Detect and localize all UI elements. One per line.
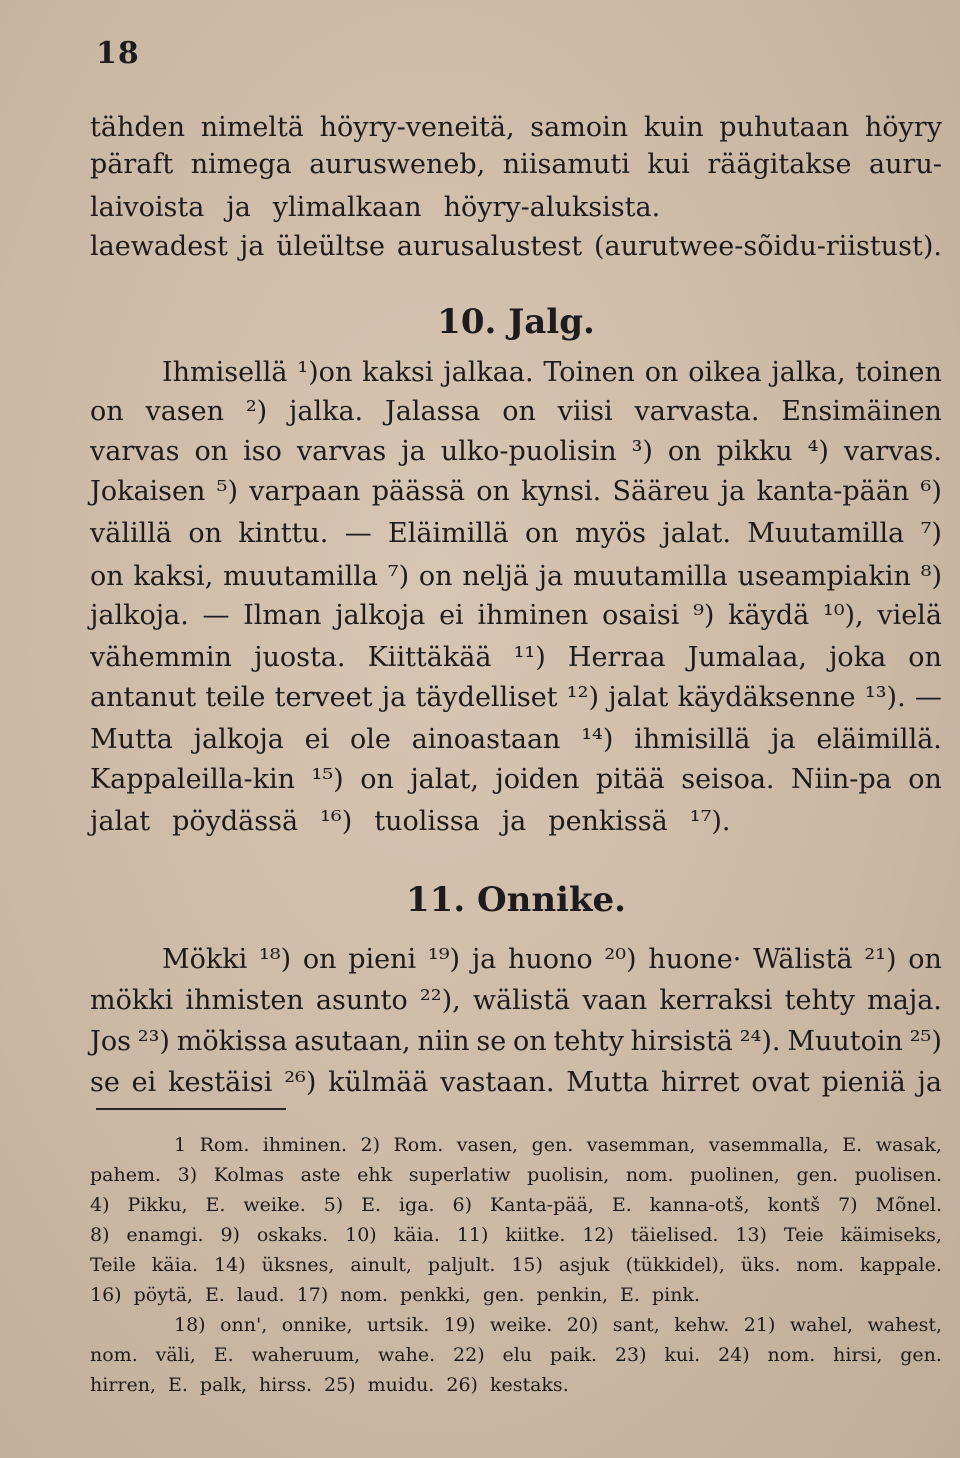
footnote-line: pahem. 3) Kolmas aste ehk superlatiw puolisin, nom. puolinen, gen. puolisen. — [90, 1164, 942, 1186]
text-line: Ihmisellä ¹)on kaksi jalkaa. Toinen on oikea jalka, toinen — [162, 357, 942, 388]
section-heading: 10. Jalg. — [437, 302, 595, 342]
text-line: tähden nimeltä höyry-veneitä, samoin kuin puhutaan höyry — [90, 112, 942, 143]
footnote-line: 1 Rom. ihminen. 2) Rom. vasen, gen. vasemman, vasemmalla, E. wasak, — [174, 1134, 942, 1156]
text-line: se ei kestäisi ²⁶) külmää vastaan. Mutta hirret ovat pieniä ja — [90, 1067, 942, 1098]
page-number: 18 — [96, 36, 140, 71]
text-line: on vasen ²) jalka. Jalassa on viisi varvasta. Ensimäinen — [90, 396, 942, 427]
text-line: vähemmin juosta. Kiittäkää ¹¹) Herraa Jumalaa, joka on — [90, 642, 942, 673]
text-line: jalat pöydässä ¹⁶) tuolissa ja penkissä ¹⁷). — [90, 806, 731, 837]
text-line: Jokaisen ⁵) varpaan päässä on kynsi. Sääreu ja kanta-pään ⁶) — [90, 476, 942, 507]
text-line: varvas on iso varvas ja ulko-puolisin ³) on pikku ⁴) varvas. — [90, 436, 942, 467]
text-line: Kappaleilla-kin ¹⁵) on jalat, joiden pitää seisoa. Niin-pa on — [90, 764, 942, 795]
footnote-line: 8) enamgi. 9) oskaks. 10) käia. 11) kiitke. 12) täielised. 13) Teie käimiseks, — [90, 1224, 942, 1246]
text-line: laivoista ja ylimalkaan höyry-aluksista. — [90, 192, 661, 223]
section-heading: 11. Onnike. — [406, 880, 626, 920]
footnote-line: hirren, E. palk, hirss. 25) muidu. 26) kestaks. — [90, 1374, 569, 1396]
footnote-line: Teile käia. 14) üksnes, ainult, paljult. 15) asjuk (tükkidel), üks. nom. kappale. — [90, 1254, 942, 1276]
footnote-line: 16) pöytä, E. laud. 17) nom. penkki, gen. penkin, E. pink. — [90, 1284, 700, 1306]
text-line: laewadest ja üleültse aurusalustest (aurutwee-sõidu-riistust). — [90, 231, 942, 262]
footnote-line: nom. väli, E. waheruum, wahe. 22) elu paik. 23) kui. 24) nom. hirsi, gen. — [90, 1344, 942, 1366]
text-line: mökki ihmisten asunto ²²), wälistä vaan kerraksi tehty maja. — [90, 985, 942, 1016]
footnote-divider — [96, 1108, 286, 1110]
text-line: Mökki ¹⁸) on pieni ¹⁹) ja huono ²⁰) huone· Wälistä ²¹) on — [162, 944, 942, 975]
text-line: Mutta jalkoja ei ole ainoastaan ¹⁴) ihmisillä ja eläimillä. — [90, 724, 942, 755]
text-line: välillä on kinttu. — Eläimillä on myös jalat. Muutamilla ⁷) — [90, 518, 942, 549]
text-line: Jos ²³) mökissa asutaan, niin se on tehty hirsistä ²⁴). Muutoin ²⁵) — [90, 1026, 942, 1057]
footnote-line: 18) onn', onnike, urtsik. 19) weike. 20) sant, kehw. 21) wahel, wahest, — [174, 1314, 942, 1336]
text-line: päraft nimega aurusweneb, niisamuti kui räägitakse auru- — [90, 149, 942, 180]
text-line: jalkoja. — Ilman jalkoja ei ihminen osaisi ⁹) käydä ¹⁰), vielä — [90, 600, 942, 631]
footnote-line: 4) Pikku, E. weike. 5) E. iga. 6) Kanta-pää, E. kanna-otš, kontš 7) Mõnel. — [90, 1194, 942, 1216]
text-line: antanut teile terveet ja täydelliset ¹²) jalat käydäksenne ¹³). — — [90, 682, 942, 713]
text-line: on kaksi, muutamilla ⁷) on neljä ja muutamilla useampiakin ⁸) — [90, 561, 942, 592]
